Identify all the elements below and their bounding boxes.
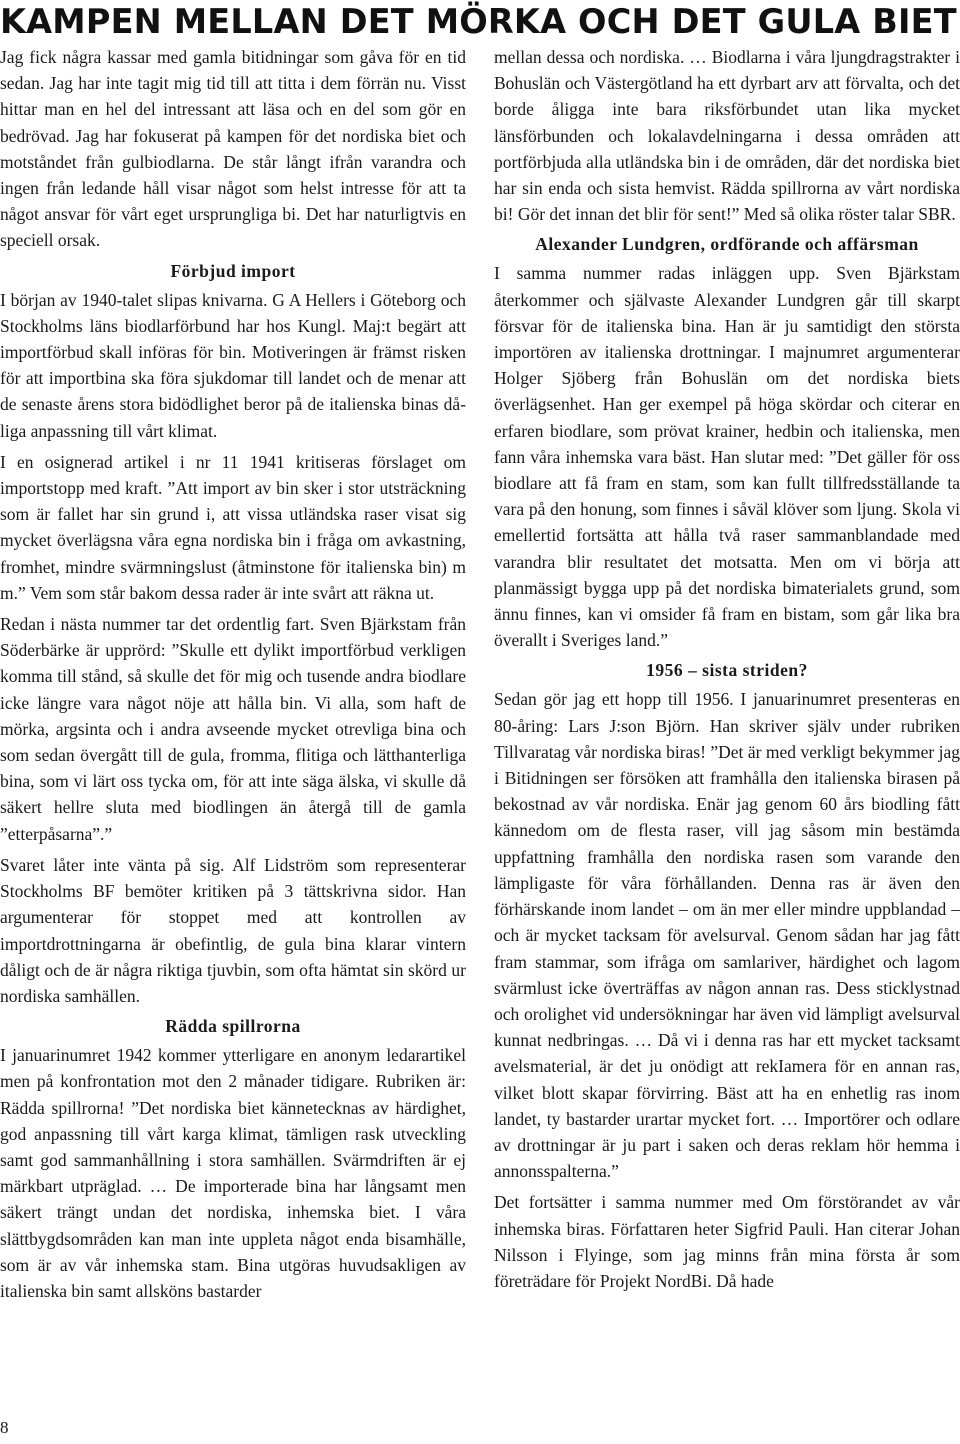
paragraph: I början av 1940-talet slipas knivarna. G A Hellers i Göteborg och Stockholms läns biodlarförbund har hos Kungl. Maj:t begärt att importförbud skall införas för bin. Motiveringen är främst risken för att importbina ska föra sjukdomar till landet och de menar att de senaste årens stora bidödlighet beror på de italienska binas dåliga anpassning till vårt klimat. [0,289,466,441]
section-heading: Förbjud import [170,260,296,281]
right-column [494,44,960,1299]
page-title: KAMPEN MELLAN DET MÖRKA OCH DET GULA BIET [0,2,957,41]
left-column [0,44,466,1309]
paragraph: Det fortsätter i samma nummer med Om förstörandet av vår inhemska biras. Författaren heter Sigfrid Pauli. Han citerar Johan Nilsson i Flyinge, som jag minns från mina första år som företrädare för Projekt NordBi. Då hade [494,1192,960,1291]
paragraph: I samma nummer radas inläggen upp. Sven Bjärkstam återkommer och självaste Alexander Lundgren går till skarpt försvar för de italienska bina. Han är ju samtidigt den största importören av italienska drottningar. I majnumret argumenterar Holger Sjöberg från Bohuslän om det nordiska biets överlägsenhet. Han ger exempel på höga skördar och citerar en erfaren biodlare, som prövat krainer, hedbin och italienska, men fann våra inhemska vara bäst. Han slutar med: ”Det gäller för oss biodlare att få fram en stam, som kan fullt tillfredsställande ta vara på den honung, som finnes i såväl klöver som ljung. Skola vi emellertid fortsätta att hålla två raser sammanblandade med varandra blir resultatet det motsatta. Men om vi börja att planmässigt bygga upp på det nordiska bimaterialets grund, som ännu finnes, kan vi omsider få fram en bistam, som går lika bra överallt i Sveriges land.” [494,263,960,651]
paragraph: Sedan gör jag ett hopp till 1956. I januarinumret presenteras en 80-åring: Lars J:son Björn. Han skriver själv under rubriken Tillvaratag vår nordiska biras! ”Det är med verkligt bekymmer jag i Bitidningen ser försöken att framhålla den italienska birasen på bekostnad av vår nordiska. Enär jag genom 60 års biodling fått kännedom om de flesta raser, vill jag såsom min bestämda uppfattning framhålla den nordiska rasen som varande den lämpligaste för våra förhållanden. Denna ras är även den förhärskande inom landet – om än mer eller mindre uppblandad – och är mycket tacksam för avelsurval. Genom sådan har jag fått fram stammar, som ifråga om samlariver, härdighet och lagom svärmlust icke överträffas av någon annan ras. Dess sticklystnad och orolighet vid undersökningar har även vid lämpligt avelsurval kunnat nedbringas. … Då vi i denna ras har ett mycket tacksamt avelsmaterial, är det ju onödigt att rekIamera för en annan ras, vilket blott skapar förvirring. Bäst att ha en enhetlig ras inom landet, ty bastarder urartar mycket fort. … Importörer och odlare av drottningar är ju part i saken och deras reklam hör hemma i annonsspalterna.” [494,689,960,1182]
paragraph: Redan i nästa nummer tar det ordentlig fart. Sven Bjärkstam från Söderbärke är upprörd: ”Skulle ett dylikt importförbud verkligen komma till stånd, så skulle det för mig och tusende andra biodlare icke längre vara något nöje att hålla bin. Vi alla, som haft de mörka, argsinta och i andra avseende mycket otrevliga bina och som sedan övergått till de gula, fromma, flitiga och lätthanterliga bina, som vi lärt oss tycka om, för att inte säga älska, vi skulle då säkert hellre sluta med biodlingen än återgå till de gamla ”etterpåsarna”.” [0,614,466,844]
paragraph: I januarinumret 1942 kommer ytterligare en anonym ledarartikel men på konfrontation mot den 2 månader tidigare. Rubriken är: Rädda spillrorna! ”Det nordiska biet kännetecknas av härdighet, god anpassning till vårt karga klimat, tämligen rask utveckling samt god sammanhållning i stora samhällen. Svärmdriften är ej märkbart utpräglad. … De importerade bina har långsamt men säkert trängt undan det nordiska, inhemska biet. I våra slättbygdsområden kan man inte uppleta något enda bisamhälle, som är av vår inhemska stam. Bina utgöras huvudsakligen av italienska bin samt allsköns bastarder [0,1045,466,1301]
section-heading: Alexander Lundgren, ordförande och affärsman [535,234,919,255]
page-number: 8 [0,1418,9,1437]
section-heading: 1956 – sista striden? [646,660,808,681]
paragraph: I en osignerad artikel i nr 11 1941 kritiseras förslaget om importstopp med kraft. ”Att import av bin sker i stor utsträckning som är fallet har sin grund i, att vissa utländska raser visat sig mycket överlägsna våra egna nordiska bin i fråga om avkastning, fromhet, mindre svärmningslust (åtminstone för italienska bin) m m.” Vem som står bakom dessa rader är inte svårt att räkna ut. [0,451,466,603]
section-heading: Rädda spillrorna [165,1016,301,1037]
paragraph: mellan dessa och nordiska. … Biodlarna i våra ljungdragstrakter i Bohuslän och Västergötland ha ett dyrbart arv att förvalta, och det borde åligga inte bara riksförbundet utan lika mycket länsförbunden och lokalavdelningarna i dessa områden att portförbjuda alla utländska bin i de områden, där det nordiska biet har sin enda och sista hemvist. Rädda spillrorna av vårt nordiska bi! Gör det innan det blir för sent!” Med så olika röster talar SBR. [494,47,960,225]
paragraph: Jag fick några kassar med gamla bitidningar som gåva för en tid sedan. Jag har inte tagit mig tid till att titta i dem förrän nu. Visst hittar man en hel del intressant att läsa och en del som gör en bedrövad. Jag har fokuserat på kampen för det nordiska biet och motståndet från gulbiodlarna. De står långt ifrån varandra och ingen från ledande håll visar något som helst intresse för att ta något ansvar för vårt eget ursprungliga bi. Det har naturligtvis en speciell orsak. [0,47,466,251]
paragraph: Svaret låter inte vänta på sig. Alf Lidström som representerar Stockholms BF bemöter kritiken på 3 tättskrivna sidor. Han argumenterar för stoppet med att kontrollen av importdrottningarna är obefintlig, de gula bina klarar vintern dåligt och de är några riktiga tjuvbin, som ofta hämtat sin skörd ur nordiska samhällen. [0,854,466,1006]
